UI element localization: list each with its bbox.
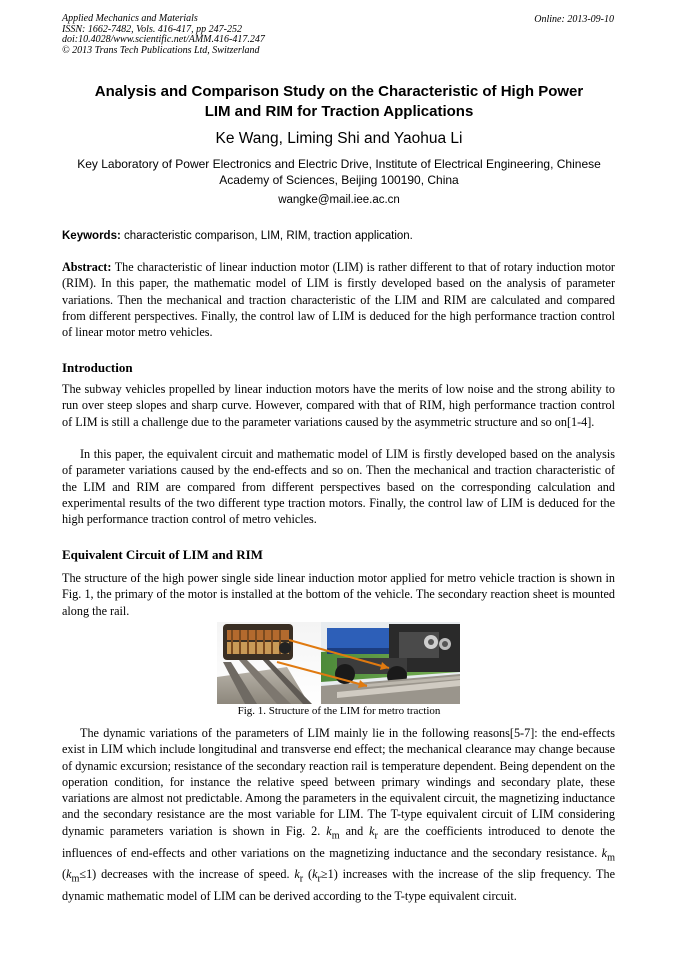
doi-line: doi:10.4028/www.scientific.net/AMM.416-417.247	[62, 34, 265, 45]
equivalent-paragraph-1: The structure of the high power single side linear induction motor applied for metro vehicle traction is shown in Fig. 1, the primary of the motor is installed at the bottom of the vehicle. The secondary reaction sheet is mounted along the rail.	[62, 571, 615, 618]
p2-text-e: (	[303, 867, 313, 882]
kr-symbol-2: k	[294, 867, 300, 882]
kr-subscript-2: r	[299, 873, 304, 885]
author-email[interactable]: wangke@mail.iee.ac.cn	[278, 194, 400, 206]
p2-text-d: ≤1) decreases with the increase of speed.	[79, 867, 295, 882]
kr-symbol-3: k	[312, 867, 318, 882]
title-line-2: LIM and RIM for Traction Applications	[204, 103, 474, 120]
figure-1-lim-structure	[217, 622, 460, 704]
equivalent-circuit-heading: Equivalent Circuit of LIM and RIM	[62, 547, 263, 562]
km-subscript-2: m	[607, 851, 615, 863]
journal-header	[62, 14, 265, 56]
p2-text-c: (	[62, 867, 67, 882]
p2-text-b: are the coefficients introduced to denote the influences of end-effects and other variations on the magnetizing inductance and the secondary resistance.	[62, 823, 615, 860]
km-subscript-3: m	[71, 873, 80, 885]
title-line-1: Analysis and Comparison Study on the Characteristic of High Power	[94, 83, 584, 100]
km-subscript: m	[331, 830, 340, 842]
keywords	[62, 230, 616, 242]
km-symbol: k	[326, 823, 332, 838]
kr-subscript: r	[374, 830, 378, 842]
kr-subscript-3: r	[317, 873, 321, 885]
figure-1-caption: Fig. 1. Structure of the LIM for metro traction	[237, 705, 441, 717]
keywords-label: Keywords:	[62, 230, 121, 242]
abstract	[62, 259, 615, 340]
online-date: Online: 2013-09-10	[534, 14, 614, 25]
introduction-paragraph-1: The subway vehicles propelled by linear induction motors have the merits of low noise and the strong ability to run over steep slopes and sharp curve. However, compared with that of RIM, high performance traction control of LIM is still a challenge due to the parameter variations caused by the asymmetric structure and so on[1-4].	[62, 382, 615, 429]
p2-text-a: The dynamic variations of the parameters of LIM mainly lie in the following reasons[5-7]: the end-effects exist in LIM which include longitudinal and transverse end effect; the mechanical clearance may change because of dynamic excursion; resistance of the secondary reaction rail is temperature dependent. Being dependent on the operation condition, for instance the relative speed between primary windings and secondary plate, these variations are almost not predictable. Among the parameters in the equivalent circuit, the magnetizing inductance and the secondary resistance are the most variable for LIM. The T-type equivalent circuit of LIM considering dynamic parameters variation is shown in Fig. 2.	[62, 726, 615, 838]
affiliation-line-1: Key Laboratory of Power Electronics and Electric Drive, Institute of Electrical Engineering, Chinese	[77, 157, 601, 171]
p2-text-f: ≥1) increases with the increase of the slip frequency. The dynamic mathematic model of LIM can be derived according to the T-type equivalent circuit.	[62, 867, 615, 903]
p2-and: and	[339, 823, 370, 838]
authors: Ke Wang, Liming Shi and Yaohua Li	[215, 130, 463, 147]
affiliation-line-2: Academy of Sciences, Beijing 100190, China	[219, 173, 459, 187]
lim-photo-illustration	[217, 622, 460, 704]
issn-line: ISSN: 1662-7482, Vols. 416-417, pp 247-252	[62, 23, 242, 35]
affiliation	[62, 156, 616, 188]
journal-name: Applied Mechanics and Materials	[62, 13, 198, 24]
kr-symbol: k	[369, 823, 375, 838]
km-symbol-3: k	[66, 867, 72, 882]
abstract-text: The characteristic of linear induction motor (LIM) is rather different to that of rotary induction motor (RIM). In this paper, the mathematic model of LIM is firstly developed based on the analysis of parameter variations. Then the mechanical and traction characteristic of the LIM and RIM are calculated and compared from different perspectives. Finally, the control law of LIM is deduced for the high performance traction control of linear motor metro vehicles.	[62, 260, 615, 340]
introduction-heading: Introduction	[62, 360, 133, 375]
km-symbol-2: k	[601, 845, 608, 860]
copyright-line: © 2013 Trans Tech Publications Ltd, Switzerland	[62, 44, 260, 56]
equivalent-paragraph-2	[62, 725, 615, 904]
introduction-paragraph-2: In this paper, the equivalent circuit and mathematic model of LIM is firstly developed based on the analysis of parameter variations caused by the end-effects and so on. Then the mechanical and traction characteristic of the LIM and RIM are compared from different perspectives based on the corresponding calculation and experimental results of the two different type traction motors. Finally, the control law of LIM is deduced for the high performance traction control of metro vehicles.	[62, 447, 615, 527]
keywords-text: characteristic comparison, LIM, RIM, traction application.	[120, 230, 413, 242]
abstract-label: Abstract:	[62, 260, 112, 274]
paper-title	[62, 82, 616, 122]
